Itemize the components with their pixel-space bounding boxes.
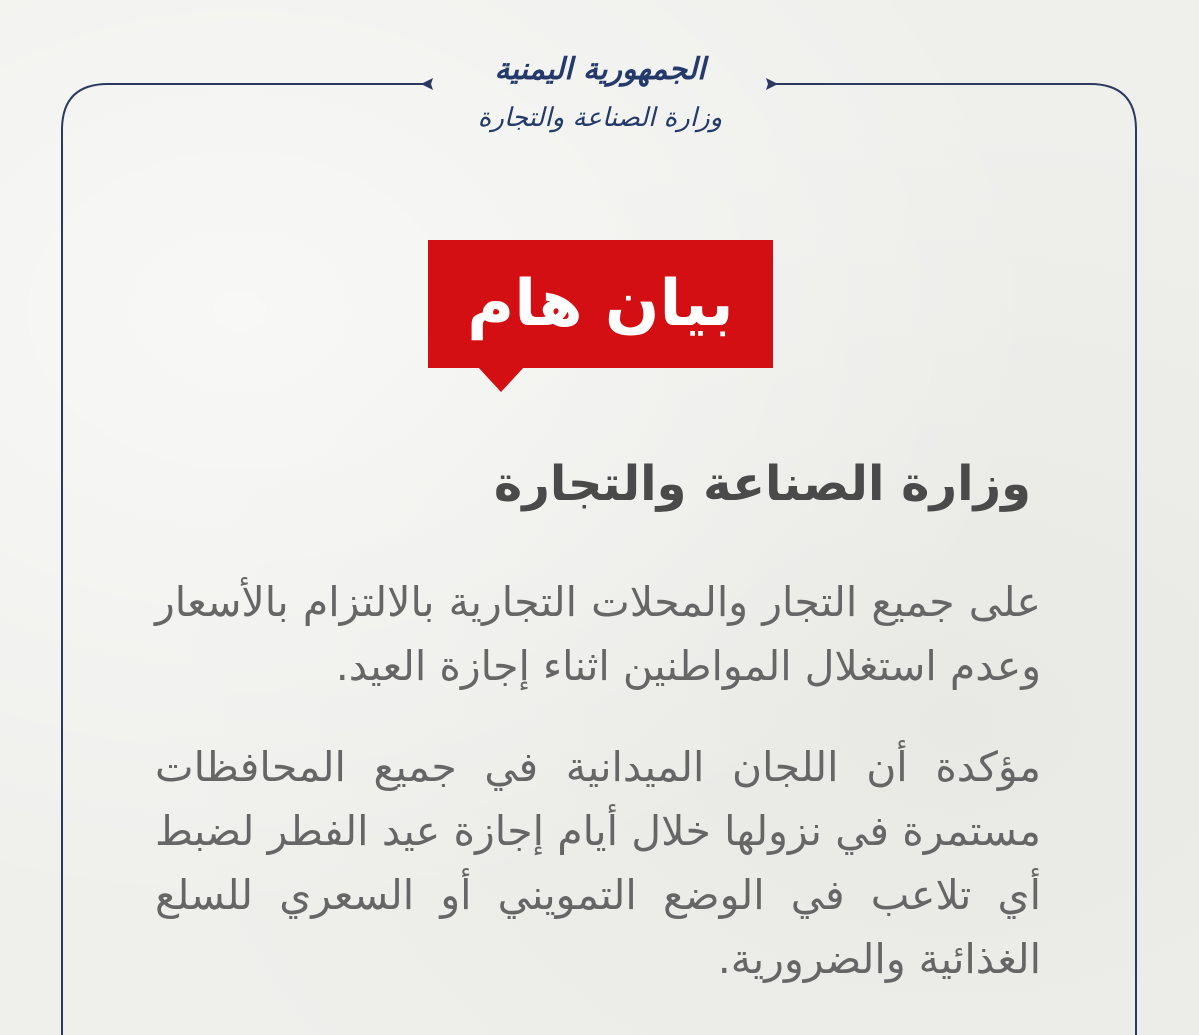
statement-paragraph-1: على جميع التجار والمحلات التجارية بالالتزام بالأسعار وعدم استغلال المواطنين اثناء إجازة العيد. bbox=[155, 578, 1041, 690]
frame-ornament-right-icon bbox=[766, 78, 778, 90]
badge-label: بيان هام bbox=[467, 267, 734, 341]
statement-paragraph-2: مؤكدة أن اللجان الميدانية في جميع المحافظات مستمرة في نزولها خلال أيام إجازة عيد الفطر لضبط أي تلاعب في الوضع التمويني أو السعري للسلع الغذائية والضرورية. bbox=[155, 743, 1041, 983]
logo-ministry-text: وزارة الصناعة والتجارة bbox=[477, 103, 723, 133]
badge-pointer bbox=[477, 366, 525, 392]
ministry-logo bbox=[470, 48, 730, 148]
logo-republic-text: الجمهورية اليمنية bbox=[494, 52, 706, 87]
important-statement-badge bbox=[428, 240, 773, 368]
frame-ornament-left-icon bbox=[421, 78, 433, 90]
ministry-heading: وزارة الصناعة والتجارة bbox=[493, 456, 1031, 512]
